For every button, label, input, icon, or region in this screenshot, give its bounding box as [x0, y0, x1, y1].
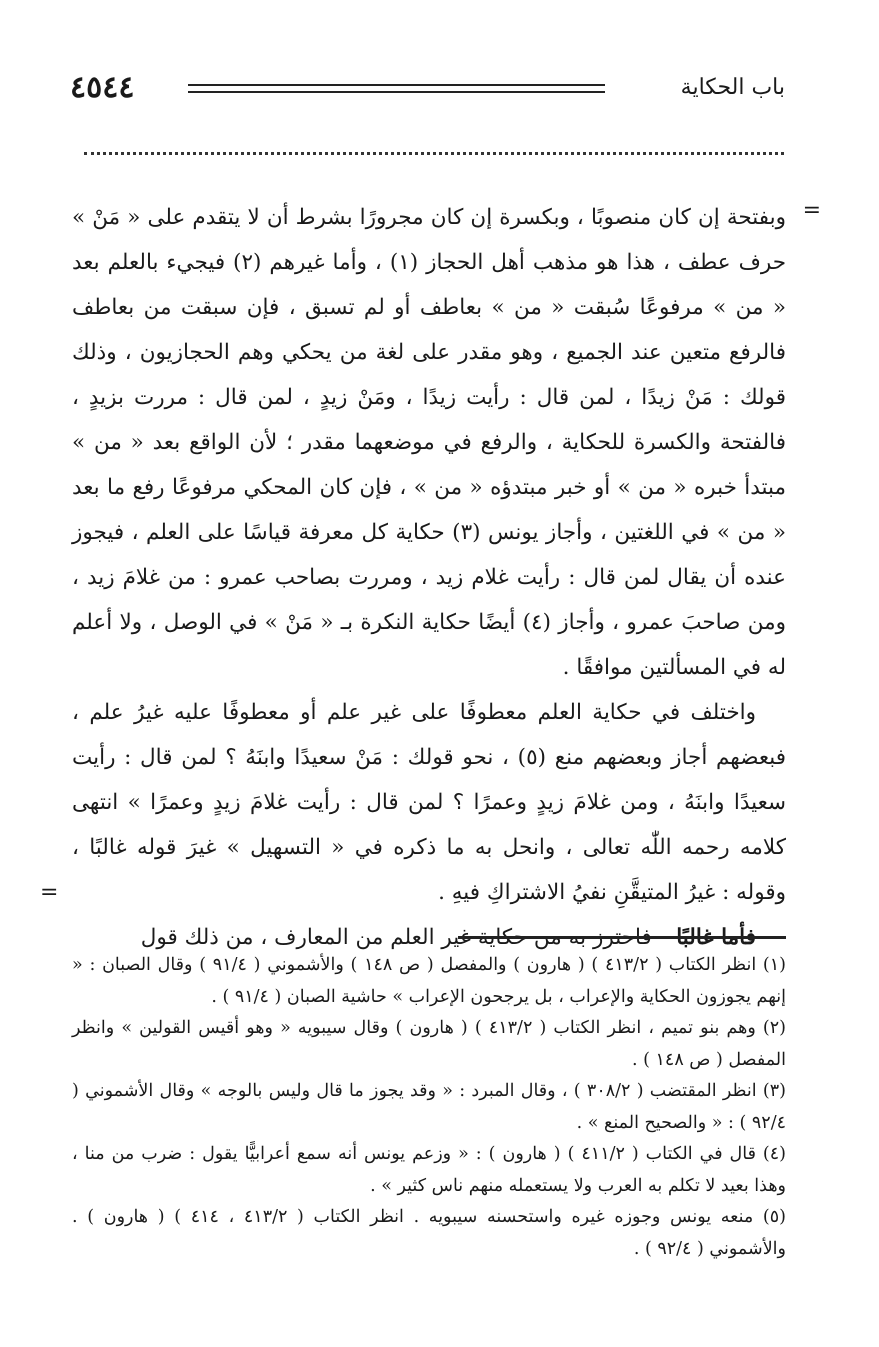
header-double-rule: [188, 84, 605, 93]
continuation-mark-bottom: =: [40, 880, 59, 905]
paragraph-1: وبفتحة إن كان منصوبًا ، وبكسرة إن كان مجرورًا بشرط أن لا يتقدم على « مَنْ » حرف عطف ، هذا هو مذهب أهل الحجاز (١) ، وأما غيرهم (٢) فيجيء بالعلم بعد « من » مرفوعًا سُبقت « من » بعاطف أو لم تسبق ، فإن سبقت من بعاطف فالرفع متعين عند الجميع ، وهو مقدر على لغة من يحكي وهم الحجازيون ، وذلك قولك : مَنْ زيدًا ، لمن قال : رأيت زيدًا ، ومَنْ زيدٍ ، لمن قال : مررت بزيدٍ ، فالفتحة والكسرة للحكاية ، والرفع في موضعهما مقدر ؛ لأن الواقع بعد « من » مبتدأ خبره « من » أو خبر مبتدؤه « من » ، فإن كان المحكي مرفوعًا رفع ما بعد « من » في اللغتين ، وأجاز يونس (٣) حكاية كل معرفة قياسًا على العلم ، فيجوز عنده أن يقال لمن قال : رأيت غلام زيد ، ومررت بصاحب عمرو : من غلامَ زيد ، ومن صاحبَ عمرو ، وأجاز (٤) أيضًا حكاية النكرة بـ « مَنْ » في الوصل ، ولا أعلم له في المسألتين موافقًا .: [72, 205, 787, 680]
page-number: ٤٥٤٤: [70, 70, 135, 105]
paragraph-3-text: – فاحترز به من حكاية غير العلم من المعارف ، من ذلك قول: [140, 925, 677, 950]
footnote-1: (١) انظر الكتاب ( ٤١٣/٢ ) ( هارون ) والمفصل ( ص ١٤٨ ) والأشموني ( ٩١/٤ ) وقال الصبان : « إنهم يجوزون الحكاية والإعراب ، بل يرجحون الإعراب » حاشية الصبان ( ٩١/٤ ) .: [72, 955, 786, 1007]
footnote-3: (٣) انظر المقتضب ( ٣٠٨/٢ ) ، وقال المبرد : « وقد يجوز ما قال وليس بالوجه » وقال الأشموني ( ٩٢/٤ ) : « والصحيح المنع » .: [72, 1081, 786, 1133]
dotted-separator: [84, 152, 784, 155]
footnote-4: (٤) قال في الكتاب ( ٤١١/٢ ) ( هارون ) : « وزعم يونس أنه سمع أعرابيًّا يقول : ضرب من منا ، وهذا بعيد لا تكلم به العرب ولا يستعمله منهم ناس كثير » .: [72, 1144, 786, 1196]
footnotes: [72, 950, 786, 1265]
footnote-5: (٥) منعه يونس وجوزه غيره واستحسنه سيبويه . انظر الكتاب ( ٤١٣/٢ ، ٤١٤ ) ( هارون ) . والأشموني ( ٩٢/٤ ) .: [72, 1207, 786, 1259]
bold-term: فأما غالبًا: [676, 925, 756, 950]
footnote-separator: [458, 936, 786, 939]
footnote-2: (٢) وهم بنو تميم ، انظر الكتاب ( ٤١٣/٢ ) ( هارون ) وقال سيبويه « وهو أقيس القولين » وانظر المفصل ( ص ١٤٨ ) .: [72, 1018, 786, 1070]
chapter-title: باب الحكاية: [680, 75, 785, 100]
paragraph-2: واختلف في حكاية العلم معطوفًا على غير علم أو معطوفًا عليه غيرُ علم ، فبعضهم أجاز وبعضهم منع (٥) ، نحو قولك : مَنْ سعيدًا وابنَهُ ؟ لمن قال : رأيت سعيدًا وابنَهُ ، ومن غلامَ زيدٍ وعمرًا ؟ لمن قال : رأيت غلامَ زيدٍ وعمرًا » انتهى كلامه رحمه اللّٰه تعالى ، وانحل به ما ذكره في « التسهيل » غيرَ قوله غالبًا ، وقوله : غيرُ المتيقَّنِ نفيُ الاشتراكِ فيهِ .: [72, 700, 786, 905]
main-text: [72, 195, 786, 960]
page-header: [70, 66, 785, 110]
continuation-mark-top: =: [802, 198, 821, 223]
